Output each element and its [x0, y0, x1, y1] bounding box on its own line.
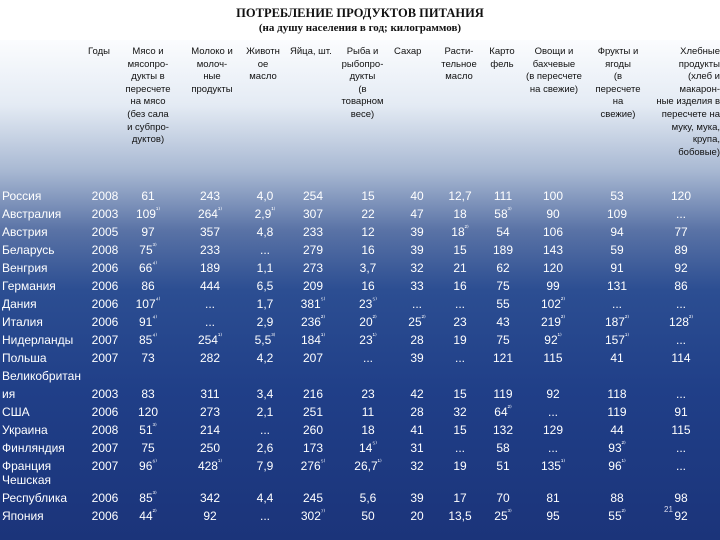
value-cell: $2,9^{^{1)}}$	[254, 207, 276, 221]
value-cell: 15	[361, 189, 375, 203]
value-cell: $264^{^{1)}}$	[197, 207, 223, 221]
value-cell: 53	[610, 189, 624, 203]
country-name: Нидерланды	[2, 333, 74, 347]
column-header: Расти- тельное масло	[441, 46, 477, 83]
value-cell: 51	[496, 459, 510, 473]
value-cell: ...	[547, 441, 558, 455]
value-cell: $236^{^{2)}}$	[300, 315, 326, 329]
value-cell: 11	[361, 405, 375, 419]
value-cell: ...	[411, 297, 422, 311]
year-cell: 2006	[91, 297, 119, 311]
value-cell: 207	[302, 351, 324, 365]
value-cell: 22	[361, 207, 375, 221]
value-cell: $18^{^{2)}}$	[451, 225, 469, 239]
value-cell: 307	[302, 207, 324, 221]
value-cell: 279	[302, 243, 324, 257]
value-cell: $23^{^{5)}}$	[359, 297, 377, 311]
value-cell: $92^{^{1)}}$	[544, 333, 562, 347]
value-cell: 75	[496, 333, 510, 347]
value-cell: 214	[199, 423, 221, 437]
value-cell: 91	[610, 261, 624, 275]
country-name: Россия	[2, 189, 42, 203]
year-cell: 2005	[91, 225, 119, 239]
value-cell: $254^{^{1)}}$	[197, 333, 223, 347]
value-cell: 115	[543, 351, 563, 365]
value-cell: 5,6	[359, 491, 377, 505]
value-cell: 91	[674, 405, 688, 419]
value-cell: 39	[410, 491, 424, 505]
value-cell: $44^{^{2)}}$	[139, 509, 157, 523]
value-cell: $55^{^{2)}}$	[608, 509, 626, 523]
value-cell: 73	[141, 351, 155, 365]
year-cell: 2003	[91, 207, 119, 221]
value-cell: 32	[410, 459, 424, 473]
value-cell: $85^{^{4)}}$	[138, 333, 158, 347]
value-cell: ...	[204, 297, 215, 311]
value-cell: 99	[546, 279, 560, 293]
year-cell: 2007	[91, 459, 119, 473]
country-name: Финляндия	[2, 441, 65, 455]
value-cell: $96^{^{6)}}$	[139, 459, 157, 473]
value-cell: 13,5	[448, 509, 472, 523]
country-name: Австралия	[2, 207, 62, 221]
country-name: Великобритания	[2, 369, 81, 401]
value-cell: $51^{^{3)}}$	[139, 423, 157, 437]
value-cell: 83	[141, 387, 155, 401]
country-name: Германия	[2, 279, 56, 293]
value-cell: 39	[410, 243, 424, 257]
value-cell: 15	[453, 423, 467, 437]
value-cell: ...	[454, 441, 465, 455]
year-cell: 2006	[91, 491, 119, 505]
value-cell: 233	[199, 243, 221, 257]
value-cell: 100	[542, 189, 564, 203]
country-name: Австрия	[2, 225, 48, 239]
value-cell: 20	[410, 509, 424, 523]
value-cell: 16	[361, 243, 375, 257]
value-cell: 39	[410, 225, 424, 239]
value-cell: 21	[453, 261, 467, 275]
value-cell: 86	[674, 279, 688, 293]
value-cell: 106	[542, 225, 564, 239]
value-cell: $26,7^{^{1)}}$	[354, 459, 382, 473]
value-cell: 31	[410, 441, 424, 455]
value-cell: 2,9	[256, 315, 274, 329]
value-cell: 77	[674, 225, 688, 239]
value-cell: 92	[546, 387, 560, 401]
value-cell: 6,5	[256, 279, 274, 293]
value-cell: $85^{^{3)}}$	[139, 491, 157, 505]
value-cell: 4,0	[256, 189, 274, 203]
value-cell: 28	[410, 405, 424, 419]
value-cell: 243	[199, 189, 221, 203]
year-cell: 2006	[91, 405, 119, 419]
column-header: Хлебные продукты (хлеб и макарон- ные изделия в пересчете на муку, мука, крупа, бобовые)	[656, 46, 720, 158]
country-name: Франция	[2, 459, 52, 473]
value-cell: 119	[493, 387, 513, 401]
value-cell: $135^{^{1)}}$	[540, 459, 566, 473]
value-cell: 44	[610, 423, 624, 437]
value-cell: 209	[302, 279, 324, 293]
value-cell: 89	[674, 243, 688, 257]
value-cell: $64^{^{2)}}$	[494, 405, 512, 419]
value-cell: 131	[606, 279, 628, 293]
value-cell: 173	[302, 441, 324, 455]
year-cell: 2006	[91, 509, 119, 523]
value-cell: 32	[410, 261, 424, 275]
value-cell: $91^{^{4)}}$	[138, 315, 158, 329]
country-name: Украина	[2, 423, 48, 437]
value-cell: 444	[199, 279, 221, 293]
column-header: Карто фель	[489, 46, 515, 70]
value-cell: ...	[454, 297, 465, 311]
value-cell: 254	[302, 189, 324, 203]
year-cell: 2006	[91, 261, 119, 275]
year-cell: 2008	[91, 423, 119, 437]
page-title: ПОТРЕБЛЕНИЕ ПРОДУКТОВ ПИТАНИЯ	[236, 6, 484, 20]
value-cell: 75	[141, 441, 155, 455]
value-cell: 98	[674, 491, 688, 505]
value-cell: ...	[454, 351, 465, 365]
value-cell: 111	[493, 189, 513, 203]
value-cell: 114	[671, 351, 691, 365]
value-cell: 23	[453, 315, 467, 329]
year-cell: 2006	[91, 315, 119, 329]
country-name: Дания	[2, 297, 37, 311]
value-cell: 12,7	[448, 189, 472, 203]
value-cell: 132	[492, 423, 514, 437]
value-cell: 43	[496, 315, 510, 329]
value-cell: 233	[302, 225, 324, 239]
year-cell: 2008	[91, 243, 119, 257]
value-cell: $302^{^{7)}}$	[300, 509, 326, 523]
value-cell: ...	[675, 387, 686, 401]
value-cell: 16	[453, 279, 467, 293]
year-cell: 2007	[91, 333, 119, 347]
value-cell: $187^{^{2)}}$	[604, 315, 630, 329]
value-cell: 189	[492, 243, 514, 257]
value-cell: 33	[410, 279, 424, 293]
value-cell: 342	[199, 491, 221, 505]
value-cell: 19	[453, 459, 467, 473]
value-cell: 311	[200, 387, 220, 401]
value-cell: $128^{^{2)}}$	[668, 315, 694, 329]
column-header: Молоко и молоч- ные продукты	[191, 46, 233, 95]
value-cell: 42	[410, 387, 424, 401]
value-cell: 251	[302, 405, 324, 419]
year-cell: 2007	[91, 441, 119, 455]
value-cell: 4,8	[256, 225, 274, 239]
value-cell: ...	[675, 333, 686, 347]
value-cell: 282	[199, 351, 221, 365]
value-cell: 16	[361, 279, 375, 293]
value-cell: 250	[199, 441, 221, 455]
value-cell: ...	[547, 405, 558, 419]
value-cell: 120	[137, 405, 159, 419]
value-cell: 92	[674, 509, 688, 523]
value-cell: $102^{^{2)}}$	[540, 297, 566, 311]
page-number: 21	[664, 505, 673, 514]
year-cell: 2003	[91, 387, 119, 401]
value-cell: 3,7	[359, 261, 377, 275]
value-cell: 70	[496, 491, 510, 505]
country-name: Беларусь	[2, 243, 55, 257]
value-cell: $5,5^{^{3)}}$	[254, 333, 276, 347]
value-cell: $96^{^{1)}}$	[608, 459, 626, 473]
value-cell: ...	[259, 423, 270, 437]
value-cell: 143	[542, 243, 564, 257]
column-header: Овощи и бахчевые (в пересчете на свежие)	[526, 46, 582, 95]
value-cell: ...	[675, 297, 686, 311]
value-cell: 61	[141, 189, 155, 203]
value-cell: 47	[410, 207, 424, 221]
value-cell: ...	[675, 459, 686, 473]
value-cell: 17	[453, 491, 467, 505]
column-header: Рыба и рыбопро- дукты (в товарном весе)	[341, 46, 384, 120]
value-cell: $20^{^{2)}}$	[359, 315, 377, 329]
value-cell: 273	[199, 405, 221, 419]
value-cell: 75	[496, 279, 510, 293]
value-cell: 121	[492, 351, 514, 365]
value-cell: 32	[453, 405, 467, 419]
value-cell: $219^{^{2)}}$	[540, 315, 566, 329]
value-cell: 12	[361, 225, 375, 239]
value-cell: ...	[204, 315, 215, 329]
value-cell: ...	[259, 509, 270, 523]
value-cell: 59	[610, 243, 624, 257]
value-cell: 88	[610, 491, 624, 505]
value-cell: 4,2	[256, 351, 274, 365]
value-cell: 81	[546, 491, 560, 505]
value-cell: $107^{^{4)}}$	[135, 297, 161, 311]
page-subtitle: (на душу населения в год; килограммов)	[258, 22, 462, 34]
value-cell: 97	[141, 225, 155, 239]
value-cell: 41	[410, 423, 424, 437]
value-cell: $25^{^{3)}}$	[494, 509, 512, 523]
value-cell: $66^{^{4)}}$	[138, 261, 158, 275]
value-cell: 273	[302, 261, 324, 275]
value-cell: 92	[674, 261, 688, 275]
value-cell: $381^{^{5)}}$	[300, 297, 326, 311]
value-cell: 62	[496, 261, 510, 275]
value-cell: 54	[496, 225, 510, 239]
value-cell: 189	[199, 261, 221, 275]
column-header: Яйца, шт.	[290, 46, 332, 57]
value-cell: 40	[410, 189, 424, 203]
value-cell: 15	[453, 387, 467, 401]
country-name: Италия	[2, 315, 43, 329]
value-cell: 129	[542, 423, 564, 437]
year-cell: 2008	[91, 189, 119, 203]
value-cell: 23	[361, 387, 375, 401]
country-name: Япония	[2, 509, 44, 523]
country-name: Польша	[2, 351, 47, 365]
value-cell: 28	[410, 333, 424, 347]
value-cell: $75^{^{3)}}$	[139, 243, 157, 257]
column-header: Фрукты и ягоды (в пересчете на свежие)	[595, 46, 641, 120]
value-cell: 118	[607, 387, 627, 401]
value-cell: 86	[141, 279, 155, 293]
value-cell: $93^{^{2)}}$	[608, 441, 626, 455]
value-cell: 120	[542, 261, 564, 275]
value-cell: 15	[453, 243, 467, 257]
value-cell: 115	[671, 423, 691, 437]
value-cell: 58	[496, 441, 510, 455]
value-cell: 4,4	[256, 491, 274, 505]
column-header: Годы	[88, 46, 110, 57]
country-name: Венгрия	[2, 261, 48, 275]
value-cell: $25^{^{2)}}$	[408, 315, 426, 329]
value-cell: $58^{^{3)}}$	[494, 207, 512, 221]
value-cell: 2,1	[256, 405, 274, 419]
value-cell: $157^{^{1)}}$	[604, 333, 630, 347]
value-cell: 357	[199, 225, 221, 239]
value-cell: 18	[453, 207, 467, 221]
value-cell: 109	[606, 207, 628, 221]
value-cell: ...	[675, 441, 686, 455]
value-cell: ...	[362, 351, 373, 365]
value-cell: 260	[302, 423, 324, 437]
value-cell: 19	[453, 333, 467, 347]
value-cell: 90	[546, 207, 560, 221]
value-cell: 2,6	[256, 441, 274, 455]
value-cell: $109^{^{1)}}$	[135, 207, 161, 221]
value-cell: 216	[302, 387, 324, 401]
value-cell: 1,1	[256, 261, 274, 275]
column-header: Сахар	[394, 46, 422, 57]
value-cell: 92	[203, 509, 217, 523]
value-cell: 55	[496, 297, 510, 311]
value-cell: $184^{^{1)}}$	[300, 333, 326, 347]
value-cell: 95	[546, 509, 560, 523]
value-cell: 50	[361, 509, 375, 523]
column-header: Животн ое масло	[246, 46, 280, 83]
value-cell: ...	[675, 207, 686, 221]
value-cell: $14^{^{5)}}$	[359, 441, 377, 455]
value-cell: $23^{^{1)}}$	[359, 333, 377, 347]
value-cell: 41	[610, 351, 624, 365]
year-cell: 2006	[91, 279, 119, 293]
country-name: Чешская Республика	[2, 473, 68, 505]
value-cell: 119	[607, 405, 627, 419]
year-cell: 2007	[91, 351, 119, 365]
value-cell: 120	[670, 189, 692, 203]
value-cell: 94	[610, 225, 624, 239]
value-cell: 245	[302, 491, 324, 505]
value-cell: 39	[410, 351, 424, 365]
value-cell: ...	[611, 297, 622, 311]
value-cell: 7,9	[256, 459, 274, 473]
country-name: США	[2, 405, 30, 419]
column-header: Мясо и мясопро- дукты в пересчете на мясо (без сала и субпро- дуктов)	[125, 46, 171, 146]
value-cell: 3,4	[256, 387, 274, 401]
value-cell: ...	[259, 243, 270, 257]
value-cell: 18	[361, 423, 375, 437]
value-cell: 1,7	[256, 297, 274, 311]
value-cell: $276^{^{5)}}$	[300, 459, 326, 473]
value-cell: $428^{^{1)}}$	[197, 459, 223, 473]
